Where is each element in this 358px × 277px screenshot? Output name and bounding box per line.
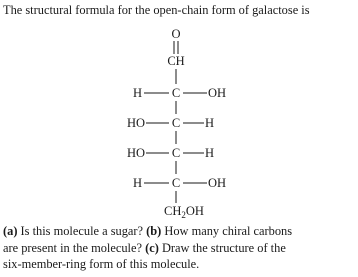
c2-right-group: OH	[208, 86, 227, 100]
question-line-1: (a) Is this molecule a sugar? (b) How many chiral carbons	[3, 224, 293, 238]
top-oxygen: O	[171, 27, 181, 41]
c1-aldehyde: CH	[167, 54, 185, 68]
c5-left-group: H	[132, 176, 142, 190]
c2-left-group: H	[132, 86, 142, 100]
question-line-3: six-member-ring form of this molecule.	[3, 257, 200, 271]
intro-text: The structural formula for the open-chain form of galactose is	[3, 3, 310, 17]
question-line-2: are present in the molecule? (c) Draw the structure of the	[3, 240, 286, 255]
c5-carbon: C	[171, 176, 181, 190]
c2-carbon: C	[171, 86, 181, 100]
c3-left-group: HO	[126, 116, 145, 130]
c3-carbon: C	[171, 116, 181, 130]
c6-hydroxymethyl: $CH_2OH$	[164, 204, 204, 220]
c4-right-group: H	[205, 146, 215, 160]
c3-right-group: H	[205, 116, 215, 130]
subscript-two: 2	[181, 210, 186, 220]
c4-carbon: C	[171, 146, 181, 160]
question-text	[3, 223, 355, 273]
c4-left-group: HO	[126, 146, 145, 160]
c5-right-group: OH	[208, 176, 227, 190]
